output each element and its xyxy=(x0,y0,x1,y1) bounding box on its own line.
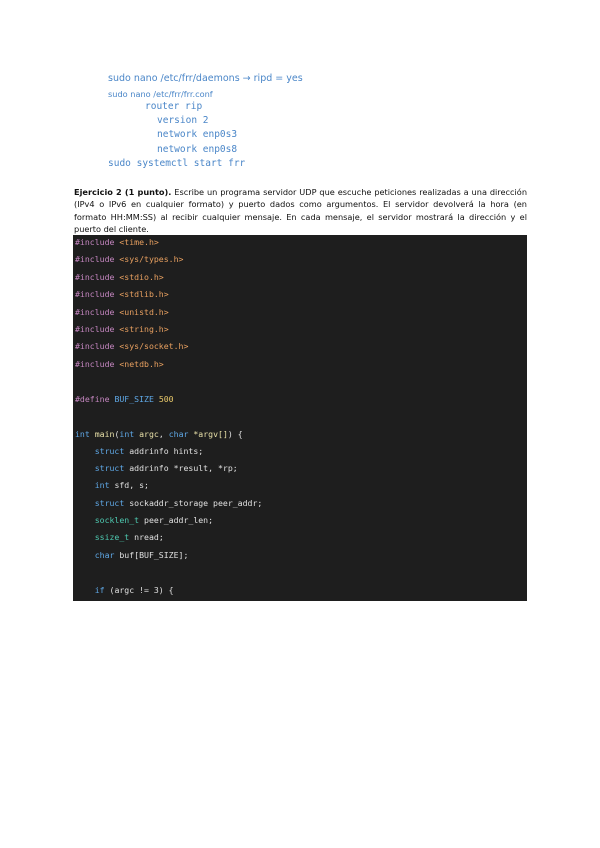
config-line-2: sudo nano /etc/frr/frr.conf xyxy=(108,89,213,99)
code-line-include xyxy=(75,324,169,334)
exercise-text: Escribe un programa servidor UDP que escuche peticiones realizadas a una dirección (IPv4 o IPv6 en cualquier formato) y puerto dados como argumentos. El servidor devolverá la hora (en formato HH:MM:SS) al recibir cualquier mensaje. En cada mensaje, el servidor mostrará la dirección y el puerto del cliente. xyxy=(74,187,528,234)
exercise-paragraph xyxy=(74,186,527,235)
define-name: BUF_SIZE xyxy=(114,394,154,404)
main-arg1: argc xyxy=(139,429,159,439)
decl-rest: sfd, s; xyxy=(114,480,149,490)
code-line-decl xyxy=(75,463,238,473)
decl-rest: sockaddr_storage peer_addr; xyxy=(129,498,263,508)
code-line-decl xyxy=(75,446,203,456)
code-line-define xyxy=(75,394,174,404)
include-file: <time.h> xyxy=(119,237,159,247)
exercise-heading: Ejercicio 2 (1 punto). xyxy=(74,187,172,197)
code-line-main xyxy=(75,429,243,439)
config-line-7: sudo systemctl start frr xyxy=(108,158,246,169)
code-line-decl xyxy=(75,550,188,560)
main-open-paren: ( xyxy=(114,429,120,439)
decl-type: int xyxy=(94,480,110,490)
if-keyword: if xyxy=(94,585,105,595)
decl-rest: nread; xyxy=(134,532,164,542)
decl-type: struct xyxy=(94,446,125,456)
code-line-include xyxy=(75,254,183,264)
code-line-include xyxy=(75,307,169,317)
include-file: <sys/socket.h> xyxy=(119,341,189,351)
code-line-if xyxy=(75,585,174,595)
decl-rest: addrinfo hints; xyxy=(129,446,204,456)
if-condition: (argc != 3) { xyxy=(109,585,174,595)
include-file: <netdb.h> xyxy=(119,359,164,369)
code-line-decl xyxy=(75,532,164,542)
decl-rest: peer_addr_len; xyxy=(144,515,214,525)
include-keyword: #include xyxy=(75,272,115,282)
code-line-decl xyxy=(75,498,262,508)
config-line-4: version 2 xyxy=(157,115,209,126)
decl-rest: buf[BUF_SIZE]; xyxy=(119,550,189,560)
include-file: <stdio.h> xyxy=(119,272,164,282)
define-value: 500 xyxy=(158,394,174,404)
main-arg2-type: char xyxy=(168,429,189,439)
include-keyword: #include xyxy=(75,341,115,351)
code-line-include xyxy=(75,359,164,369)
code-line-include xyxy=(75,341,188,351)
decl-type: char xyxy=(94,550,115,560)
config-line-5: network enp0s3 xyxy=(157,129,238,140)
decl-type: struct xyxy=(94,498,125,508)
include-keyword: #include xyxy=(75,254,115,264)
code-line-decl xyxy=(75,515,213,525)
include-file: <unistd.h> xyxy=(119,307,169,317)
code-block xyxy=(73,235,527,601)
include-keyword: #include xyxy=(75,324,115,334)
code-line-include xyxy=(75,272,164,282)
include-file: <string.h> xyxy=(119,324,169,334)
decl-type: socklen_t xyxy=(94,515,140,525)
config-line-3: router rip xyxy=(145,101,203,112)
main-comma: , xyxy=(158,429,164,439)
code-line-include xyxy=(75,237,159,247)
include-file: <stdlib.h> xyxy=(119,289,169,299)
code-line-decl xyxy=(75,480,149,490)
config-line-1: sudo nano /etc/frr/daemons → ripd = yes xyxy=(108,73,303,84)
decl-type: ssize_t xyxy=(94,532,130,542)
config-line-6: network enp0s8 xyxy=(157,144,238,155)
decl-rest: addrinfo *result, *rp; xyxy=(129,463,238,473)
main-arg2: *argv[] xyxy=(193,429,228,439)
decl-type: struct xyxy=(94,463,125,473)
include-keyword: #include xyxy=(75,307,115,317)
main-name: main xyxy=(94,429,115,439)
include-keyword: #include xyxy=(75,237,115,247)
define-keyword: #define xyxy=(75,394,110,404)
main-close: ) { xyxy=(227,429,243,439)
main-arg1-type: int xyxy=(119,429,135,439)
code-line-include xyxy=(75,289,169,299)
include-keyword: #include xyxy=(75,359,115,369)
main-return-type: int xyxy=(75,429,90,439)
include-keyword: #include xyxy=(75,289,115,299)
include-file: <sys/types.h> xyxy=(119,254,184,264)
